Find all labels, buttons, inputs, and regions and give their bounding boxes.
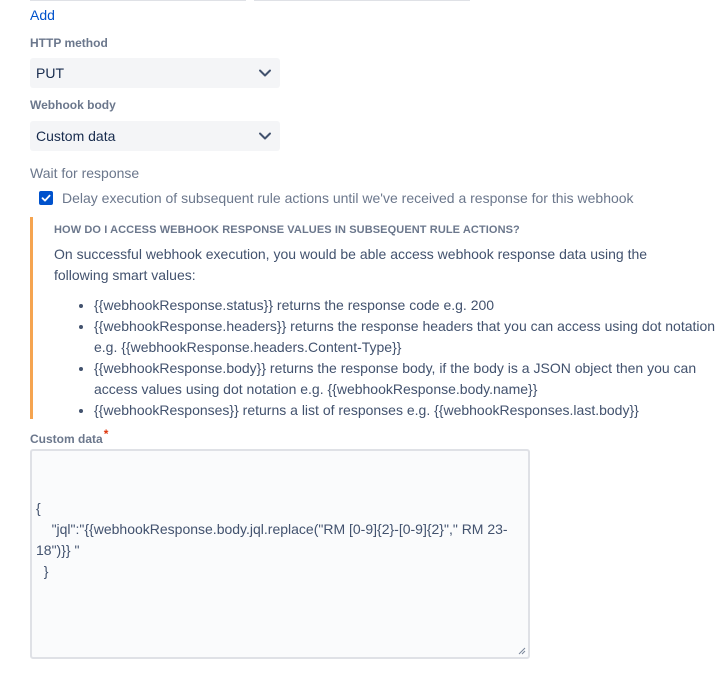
smart-values-list — [54, 295, 724, 421]
custom-data-label — [30, 427, 108, 446]
list-item: • {{webhookResponses}} returns a list of responses e.g. {{webhookResponses.last.body}} — [94, 400, 724, 421]
resize-handle-icon[interactable] — [518, 647, 526, 655]
custom-data-textarea[interactable] — [30, 449, 530, 659]
chevron-down-icon — [258, 129, 272, 143]
webhook-body-label: Webhook body — [30, 98, 116, 112]
info-panel-intro: On successful webhook execution, you would be able access webhook response data using the following smart values: — [54, 246, 648, 283]
custom-data-label-text: Custom data — [30, 432, 103, 446]
previous-fields-edge — [30, 0, 470, 2]
http-method-select[interactable] — [30, 58, 280, 88]
delay-execution-label: Delay execution of subsequent rule actions until we've received a response for this webhook — [62, 190, 634, 206]
list-item: • {{webhookResponse.status}} returns the response code e.g. 200 — [94, 295, 724, 316]
checkmark-icon — [41, 193, 51, 203]
add-link[interactable]: Add — [30, 7, 55, 23]
custom-data-value: { "jql":"{{webhookResponse.body.jql.replace("RM [0-9]{2}-[0-9]{2}"," RM 23- 18")}} " } — [36, 500, 508, 579]
wait-for-response-label: Wait for response — [30, 165, 140, 181]
field-edge-right — [254, 0, 470, 1]
http-method-value: PUT — [36, 65, 64, 81]
webhook-body-value: Custom data — [36, 128, 116, 144]
delay-execution-checkbox[interactable] — [39, 191, 53, 205]
delay-execution-option[interactable] — [39, 190, 634, 206]
webhook-body-select[interactable] — [30, 121, 280, 151]
chevron-down-icon — [258, 66, 272, 80]
webhook-response-info-panel — [30, 217, 716, 419]
info-panel-title: HOW DO I ACCESS WEBHOOK RESPONSE VALUES IN SUBSEQUENT RULE ACTIONS? — [54, 224, 520, 236]
field-edge-left — [30, 0, 246, 1]
http-method-label: HTTP method — [30, 36, 108, 50]
required-asterisk: * — [103, 427, 109, 441]
list-item: • {{webhookResponse.headers}} returns the response headers that you can access using dot notation e.g. {{webhookResponse.headers.Content-Type}} — [94, 316, 724, 358]
list-item: • {{webhookResponse.body}} returns the response body, if the body is a JSON object then you can access values using dot notation e.g. {{webhookResponse.body.name}} — [94, 358, 724, 400]
